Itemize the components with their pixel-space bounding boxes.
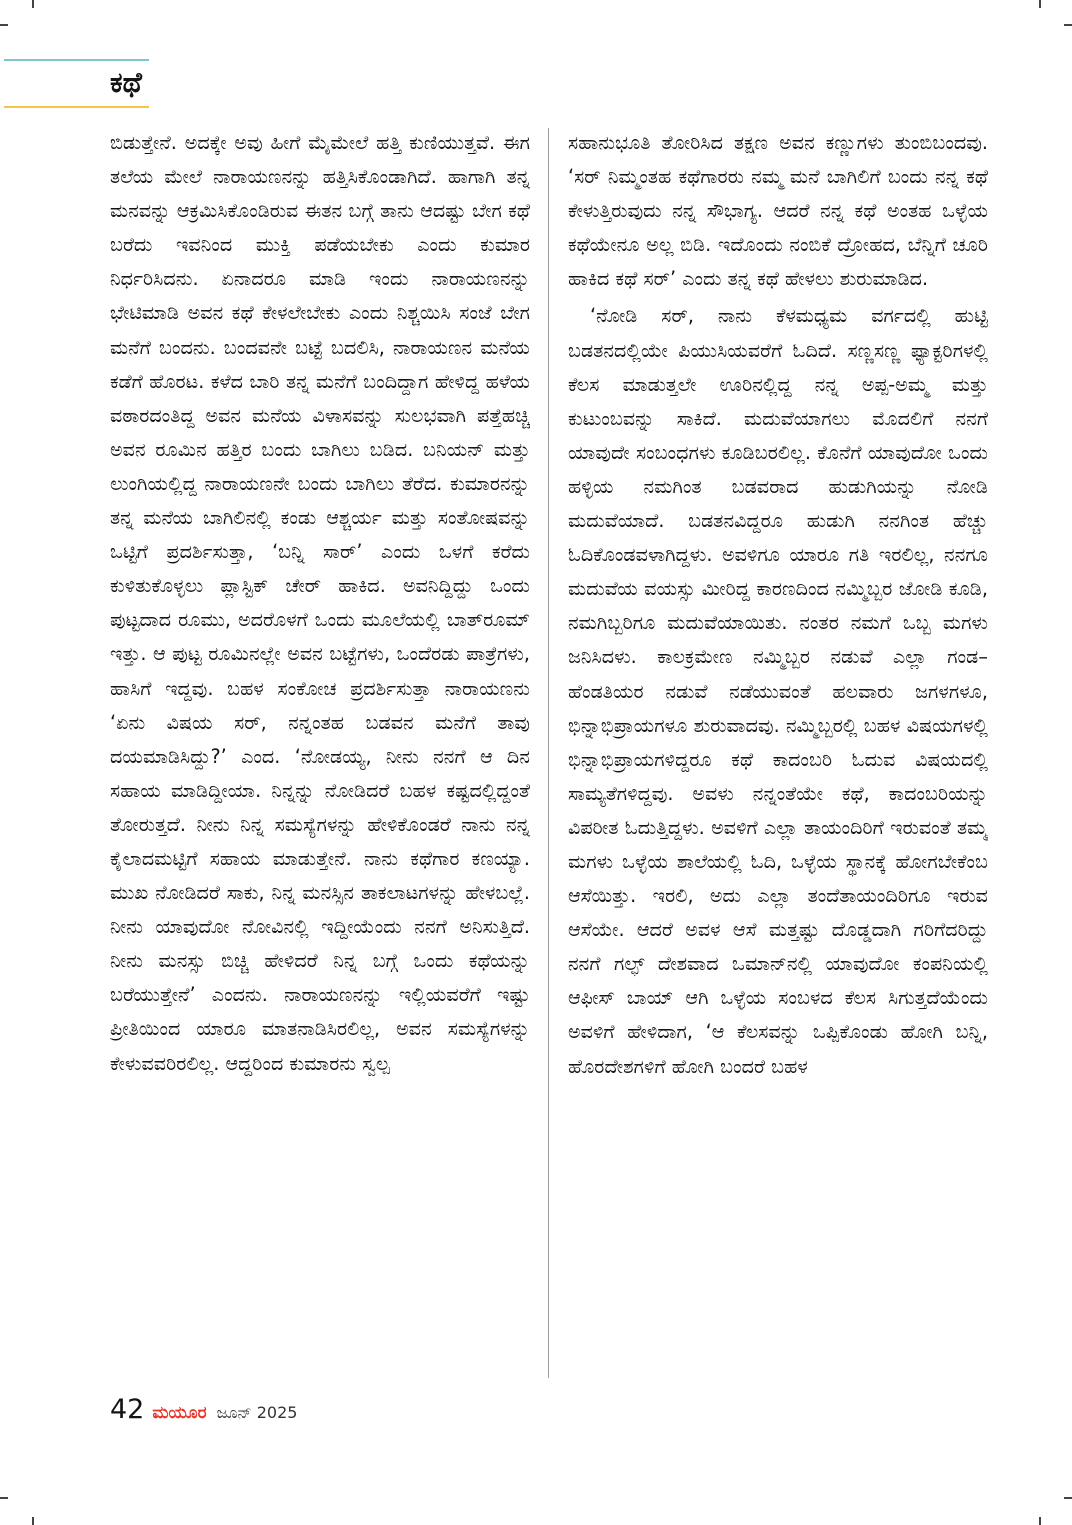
- crop-mark: [1064, 1497, 1072, 1499]
- page-number: 42: [110, 1394, 145, 1425]
- section-rule-top: [4, 59, 149, 61]
- section-title: ಕಥೆ: [110, 66, 142, 99]
- crop-mark: [1039, 1517, 1041, 1525]
- paragraph: ಬಿಡುತ್ತೇನೆ. ಅದಕ್ಕೇ ಅವು ಹೀಗೆ ಮೈಮೇಲೆ ಹತ್ತಿ ಕುಣಿಯುತ್ತವೆ. ಈಗ ತಲೆಯ ಮೇಲೆ ನಾರಾಯಣನನ್ನು ಹತ್ತಿಸಿಕೊಂಡಾಗಿದೆ. ಹಾಗಾಗಿ ತನ್ನ ಮನವನ್ನು ಆಕ್ರಮಿಸಿಕೊಂಡಿರುವ ಈತನ ಬಗ್ಗೆ ತಾನು ಆದಷ್ಟು ಬೇಗ ಕಥೆ ಬರೆದು ಇವನಿಂದ ಮುಕ್ತಿ ಪಡೆಯಬೇಕು ಎಂದು ಕುಮಾರ ನಿರ್ಧರಿಸಿದನು. ಏನಾದರೂ ಮಾಡಿ ಇಂದು ನಾರಾಯಣನನ್ನು ಭೇಟಿಮಾಡಿ ಅವನ ಕಥೆ ಕೇಳಲೇಬೇಕು ಎಂದು ನಿಶ್ಚಯಿಸಿ ಸಂಜೆ ಬೇಗ ಮನೆಗೆ ಬಂದನು. ಬಂದವನೇ ಬಟ್ಟೆ ಬದಲಿಸಿ, ನಾರಾಯಣನ ಮನೆಯ ಕಡೆಗೆ ಹೊರಟ. ಕಳೆದ ಬಾರಿ ತನ್ನ ಮನೆಗೆ ಬಂದಿದ್ದಾಗ ಹೇಳಿದ್ದ ಹಳೆಯ ವಠಾರದಂತಿದ್ದ ಅವನ ಮನೆಯ ವಿಳಾಸವನ್ನು ಸುಲಭವಾಗಿ ಪತ್ತೆಹಚ್ಚಿ ಅವನ ರೂಮಿನ ಹತ್ತಿರ ಬಂದು ಬಾಗಿಲು ಬಡಿದ. ಬನಿಯನ್ ಮತ್ತು ಲುಂಗಿಯಲ್ಲಿದ್ದ ನಾರಾಯಣನೇ ಬಂದು ಬಾಗಿಲು ತೆರೆದ. ಕುಮಾರನನ್ನು ತನ್ನ ಮನೆಯ ಬಾಗಿಲಿನಲ್ಲಿ ಕಂಡು ಆಶ್ಚರ್ಯ ಮತ್ತು ಸಂತೋಷವನ್ನು ಒಟ್ಟಿಗೆ ಪ್ರದರ್ಶಿಸುತ್ತಾ, ‘ಬನ್ನಿ ಸಾರ್’ ಎಂದು ಒಳಗೆ ಕರೆದು ಕುಳಿತುಕೊಳ್ಳಲು ಪ್ಲಾಸ್ಟಿಕ್ ಚೇರ್ ಹಾಕಿದ. ಅವನಿದ್ದಿದ್ದು ಒಂದು ಪುಟ್ಟದಾದ ರೂಮು, ಅದರೊಳಗೆ ಒಂದು ಮೂಲೆಯಲ್ಲಿ ಬಾತ್‌ರೂಮ್ ಇತ್ತು. ಆ ಪುಟ್ಟ ರೂಮಿನಲ್ಲೇ ಅವನ ಬಟ್ಟೆಗಳು, ಒಂದೆರಡು ಪಾತ್ರೆಗಳು, ಹಾಸಿಗೆ ಇದ್ದವು. ಬಹಳ ಸಂಕೋಚ ಪ್ರದರ್ಶಿಸುತ್ತಾ ನಾರಾಯಣನು ‘ಏನು ವಿಷಯ ಸರ್, ನನ್ನಂತಹ ಬಡವನ ಮನೆಗೆ ತಾವು ದಯಮಾಡಿಸಿದ್ದು?’ ಎಂದ. ‘ನೋಡಯ್ಯ, ನೀನು ನನಗೆ ಆ ದಿನ ಸಹಾಯ ಮಾಡಿದ್ದೀಯಾ. ನಿನ್ನನ್ನು ನೋಡಿದರೆ ಬಹಳ ಕಷ್ಟದಲ್ಲಿದ್ದಂತೆ ತೋರುತ್ತದೆ. ನೀನು ನಿನ್ನ ಸಮಸ್ಯೆಗಳನ್ನು ಹೇಳಿಕೊಂಡರೆ ನಾನು ನನ್ನ ಕೈಲಾದಮಟ್ಟಿಗೆ ಸಹಾಯ ಮಾಡುತ್ತೇನೆ. ನಾನು ಕಥೆಗಾರ ಕಣಯ್ಯಾ. ಮುಖ ನೋಡಿದರೆ ಸಾಕು, ನಿನ್ನ ಮನಸ್ಸಿನ ತಾಕಲಾಟಗಳನ್ನು ಹೇಳಬಲ್ಲೆ. ನೀನು ಯಾವುದೋ ನೋವಿನಲ್ಲಿ ಇದ್ದೀಯೆಂದು ನನಗೆ ಅನಿಸುತ್ತಿದೆ. ನೀನು ಮನಸ್ಸು ಬಿಚ್ಚಿ ಹೇಳಿದರೆ ನಿನ್ನ ಬಗ್ಗೆ ಒಂದು ಕಥೆಯನ್ನು ಬರೆಯುತ್ತೇನೆ’ ಎಂದನು. ನಾರಾಯಣನನ್ನು ಇಲ್ಲಿಯವರೆಗೆ ಇಷ್ಟು ಪ್ರೀತಿಯಿಂದ ಯಾರೂ ಮಾತನಾಡಿಸಿರಲಿಲ್ಲ, ಅವನ ಸಮಸ್ಯೆಗಳನ್ನು ಕೇಳುವವರಿರಲಿಲ್ಲ. ಆದ್ದರಿಂದ ಕುಮಾರನು ಸ್ವಲ್ಪ: [110, 131, 530, 1075]
- paragraph: ‘ನೋಡಿ ಸರ್, ನಾನು ಕೆಳಮಧ್ಯಮ ವರ್ಗದಲ್ಲಿ ಹುಟ್ಟಿ ಬಡತನದಲ್ಲಿಯೇ ಪಿಯುಸಿಯವರೆಗೆ ಓದಿದೆ. ಸಣ್ಣಸಣ್ಣ ಫ್ಯಾಕ್ಟರಿಗಳಲ್ಲಿ ಕೆಲಸ ಮಾಡುತ್ತಲೇ ಊರಿನಲ್ಲಿದ್ದ ನನ್ನ ಅಪ್ಪ-ಅಮ್ಮ ಮತ್ತು ಕುಟುಂಬವನ್ನು ಸಾಕಿದೆ. ಮದುವೆಯಾಗಲು ಮೊದಲಿಗೆ ನನಗೆ ಯಾವುದೇ ಸಂಬಂಧಗಳು ಕೂಡಿಬರಲಿಲ್ಲ. ಕೊನೆಗೆ ಯಾವುದೋ ಒಂದು ಹಳ್ಳಿಯ ನಮಗಿಂತ ಬಡವರಾದ ಹುಡುಗಿಯನ್ನು ನೋಡಿ ಮದುವೆಯಾದೆ. ಬಡತನವಿದ್ದರೂ ಹುಡುಗಿ ನನಗಿಂತ ಹೆಚ್ಚು ಓದಿಕೊಂಡವಳಾಗಿದ್ದಳು. ಅವಳಿಗೂ ಯಾರೂ ಗತಿ ಇರಲಿಲ್ಲ, ನನಗೂ ಮದುವೆಯ ವಯಸ್ಸು ಮೀರಿದ್ದ ಕಾರಣದಿಂದ ನಮ್ಮಿಬ್ಬರ ಜೋಡಿ ಕೂಡಿ, ನಮಗಿಬ್ಬರಿಗೂ ಮದುವೆಯಾಯಿತು. ನಂತರ ನಮಗೆ ಒಬ್ಬ ಮಗಳು ಜನಿಸಿದಳು. ಕಾಲಕ್ರಮೇಣ ನಮ್ಮಿಬ್ಬರ ನಡುವೆ ಎಲ್ಲಾ ಗಂಡ– ಹೆಂಡತಿಯರ ನಡುವೆ ನಡೆಯುವಂತೆ ಹಲವಾರು ಜಗಳಗಳೂ, ಭಿನ್ನಾಭಿಪ್ರಾಯಗಳೂ ಶುರುವಾದವು. ನಮ್ಮಿಬ್ಬರಲ್ಲಿ ಬಹಳ ವಿಷಯಗಳಲ್ಲಿ ಭಿನ್ನಾಭಿಪ್ರಾಯಗಳಿದ್ದರೂ ಕಥೆ ಕಾದಂಬರಿ ಓದುವ ವಿಷಯದಲ್ಲಿ ಸಾಮ್ಯತೆಗಳಿದ್ದವು. ಅವಳು ನನ್ನಂತೆಯೇ ಕಥೆ, ಕಾದಂಬರಿಯನ್ನು ವಿಪರೀತ ಓದುತ್ತಿದ್ದಳು. ಅವಳಿಗೆ ಎಲ್ಲಾ ತಾಯಂದಿರಿಗೆ ಇರುವಂತೆ ತಮ್ಮ ಮಗಳು ಒಳ್ಳೆಯ ಶಾಲೆಯಲ್ಲಿ ಓದಿ, ಒಳ್ಳೆಯ ಸ್ಥಾನಕ್ಕೆ ಹೋಗಬೇಕೆಂಬ ಆಸೆಯಿತ್ತು. ಇರಲಿ, ಅದು ಎಲ್ಲಾ ತಂದೆತಾಯಂದಿರಿಗೂ ಇರುವ ಆಸೆಯೇ. ಆದರೆ ಅವಳ ಆಸೆ ಮತ್ತಷ್ಟು ದೊಡ್ಡದಾಗಿ ಗರಿಗೆದರಿದ್ದು ನನಗೆ ಗಲ್ಫ್ ದೇಶವಾದ ಒಮಾನ್‌ನಲ್ಲಿ ಯಾವುದೋ ಕಂಪನಿಯಲ್ಲಿ ಆಫೀಸ್ ಬಾಯ್ ಆಗಿ ಒಳ್ಳೆಯ ಸಂಬಳದ ಕೆಲಸ ಸಿಗುತ್ತದೆಯೆಂದು ಅವಳಿಗೆ ಹೇಳಿದಾಗ, ‘ಆ ಕೆಲಸವನ್ನು ಒಪ್ಪಿಕೊಂಡು ಹೋಗಿ ಬನ್ನಿ, ಹೊರದೇಶಗಳಿಗೆ ಹೋಗಿ ಬಂದರೆ ಬಹಳ: [568, 304, 988, 1078]
- section-rule-bottom: [4, 106, 149, 108]
- magazine-logo: ಮಯೂರ: [152, 1403, 207, 1423]
- crop-mark: [1064, 24, 1072, 26]
- text-column-right: [568, 126, 988, 1382]
- crop-mark: [32, 1517, 34, 1525]
- paragraph: ಸಹಾನುಭೂತಿ ತೋರಿಸಿದ ತಕ್ಷಣ ಅವನ ಕಣ್ಣುಗಳು ತುಂಬಿಬಂದವು. ‘ಸರ್ ನಿಮ್ಮಂತಹ ಕಥೆಗಾರರು ನಮ್ಮ ಮನೆ ಬಾಗಿಲಿಗೆ ಬಂದು ನನ್ನ ಕಥೆ ಕೇಳುತ್ತಿರುವುದು ನನ್ನ ಸೌಭಾಗ್ಯ. ಆದರೆ ನನ್ನ ಕಥೆ ಅಂತಹ ಒಳ್ಳೆಯ ಕಥೆಯೇನೂ ಅಲ್ಲ ಬಿಡಿ. ಇದೊಂದು ನಂಬಿಕೆ ದ್ರೋಹದ, ಬೆನ್ನಿಗೆ ಚೂರಿ ಹಾಕಿದ ಕಥೆ ಸರ್’ ಎಂದು ತನ್ನ ಕಥೆ ಹೇಳಲು ಶುರುಮಾಡಿದ.: [568, 131, 988, 291]
- crop-mark: [32, 0, 34, 8]
- issue-date: ಜೂನ್ 2025: [216, 1403, 298, 1422]
- column-divider: [548, 128, 549, 1378]
- crop-mark: [1039, 0, 1041, 8]
- crop-mark: [0, 1497, 8, 1499]
- page-footer: [110, 1392, 297, 1428]
- text-column-left: [110, 126, 530, 1382]
- crop-mark: [0, 24, 8, 26]
